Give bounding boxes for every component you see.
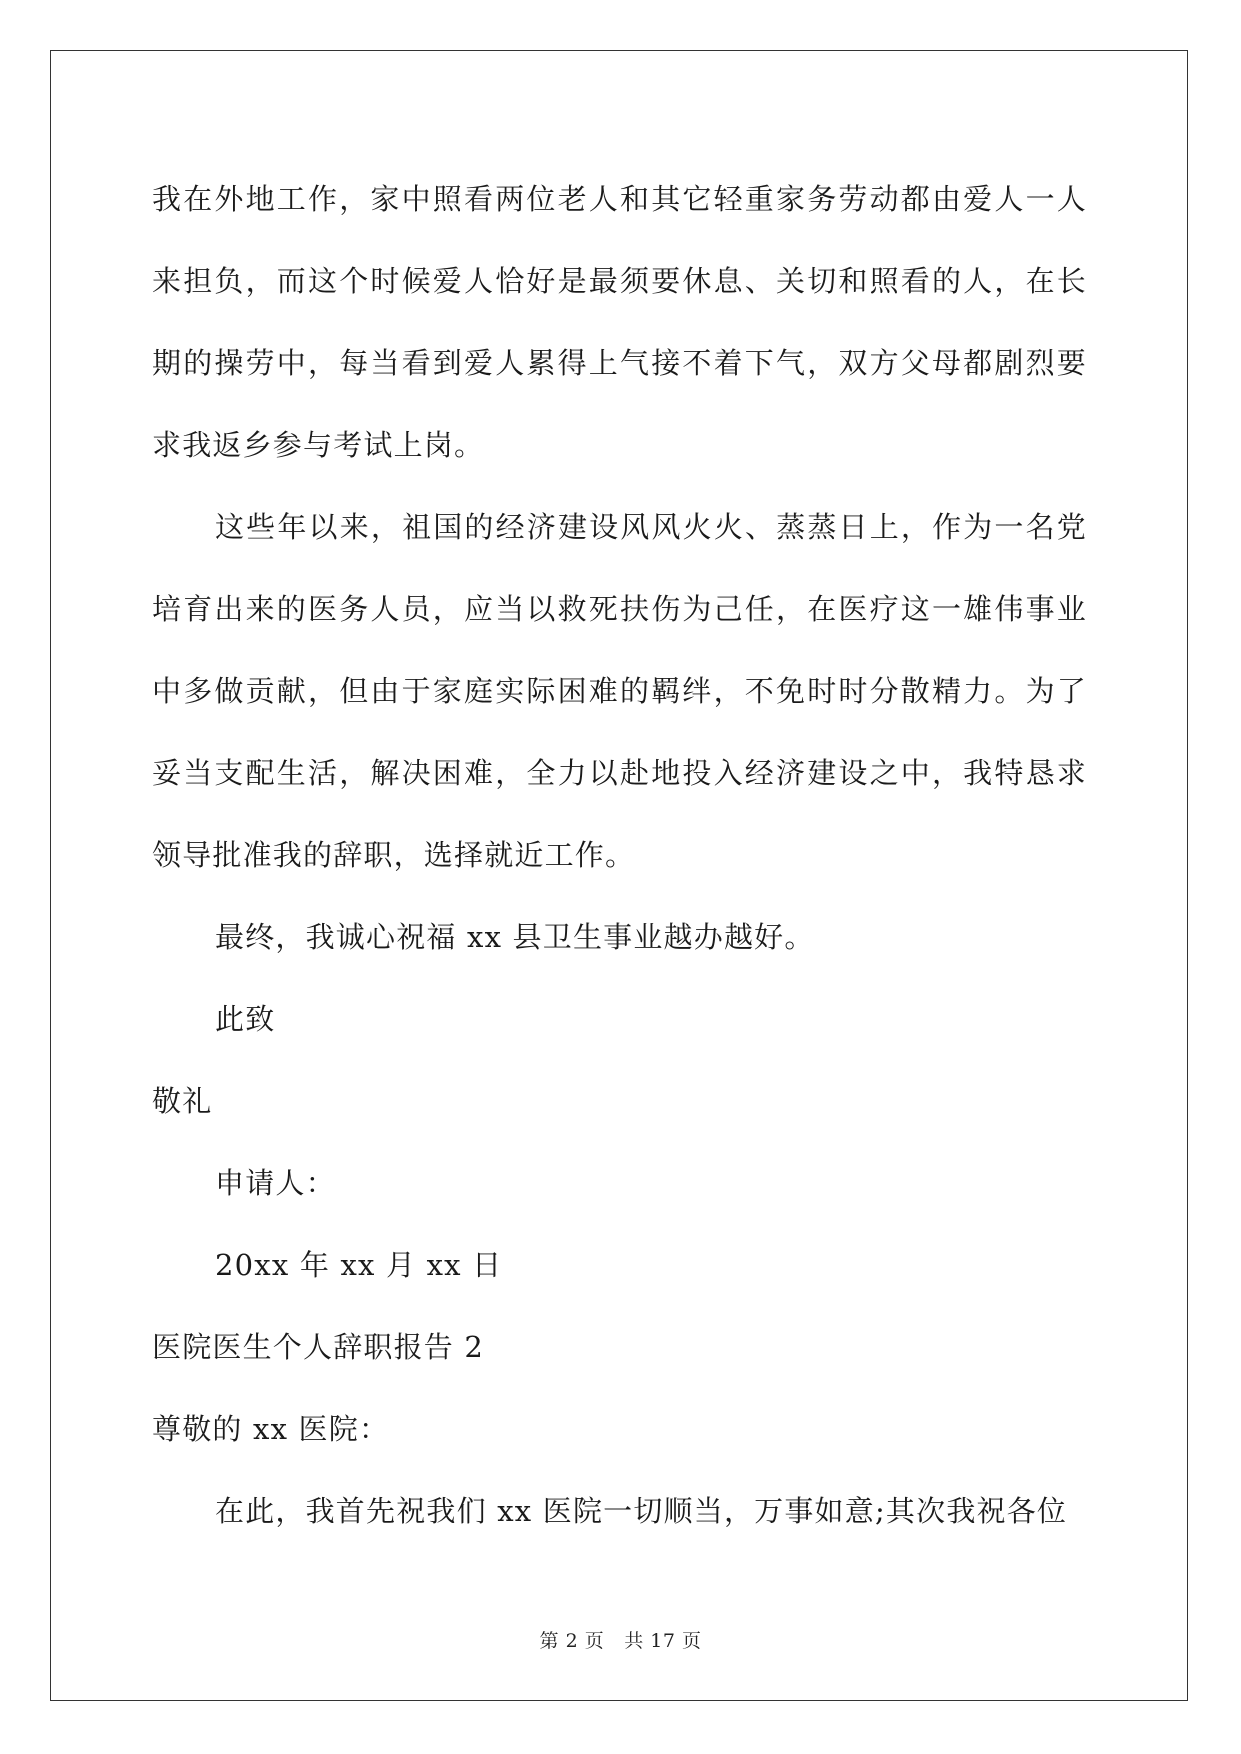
page-footer: [0, 1626, 1241, 1653]
salutation-cizhi: 此致: [215, 1002, 276, 1036]
salutation-jingli: 敬礼: [152, 1084, 213, 1118]
paragraph-resignation-reason: 这些年以来，祖国的经济建设风风火火、蒸蒸日上，作为一名党培育出来的医务人员，应当以救死扶伤为己任，在医疗这一雄伟事业中多做贡献，但由于家庭实际困难的羁绊，不免时时分散精力。为了妥当支配生活，解决困难，全力以赴地投入经济建设之中，我特恳求领导批准我的辞职，选择就近工作。: [152, 510, 1087, 872]
applicant-label: 申请人：: [215, 1166, 336, 1200]
paragraph-closing-wish: 最终，我诚心祝福 xx 县卫生事业越办越好。: [215, 920, 815, 954]
total-page-count: 共 17 页: [624, 1630, 702, 1652]
letter-addressee: 尊敬的 xx 医院：: [152, 1412, 390, 1446]
document-body: [152, 158, 1087, 1552]
paragraph-opening: 在此，我首先祝我们 xx 医院一切顺当，万事如意;其次我祝各位: [215, 1494, 1068, 1528]
paragraph-family-situation: 我在外地工作，家中照看两位老人和其它轻重家务劳动都由爱人一人来担负，而这个时候爱人恰好是最须要休息、关切和照看的人，在长期的操劳中，每当看到爱人累得上气接不着下气，双方父母都剧烈要求我返乡参与考试上岗。: [152, 182, 1087, 462]
current-page-number: 第 2 页: [539, 1630, 605, 1652]
letter-date: 20xx 年 xx 月 xx 日: [215, 1248, 503, 1282]
section-heading: 医院医生个人辞职报告 2: [152, 1330, 485, 1364]
